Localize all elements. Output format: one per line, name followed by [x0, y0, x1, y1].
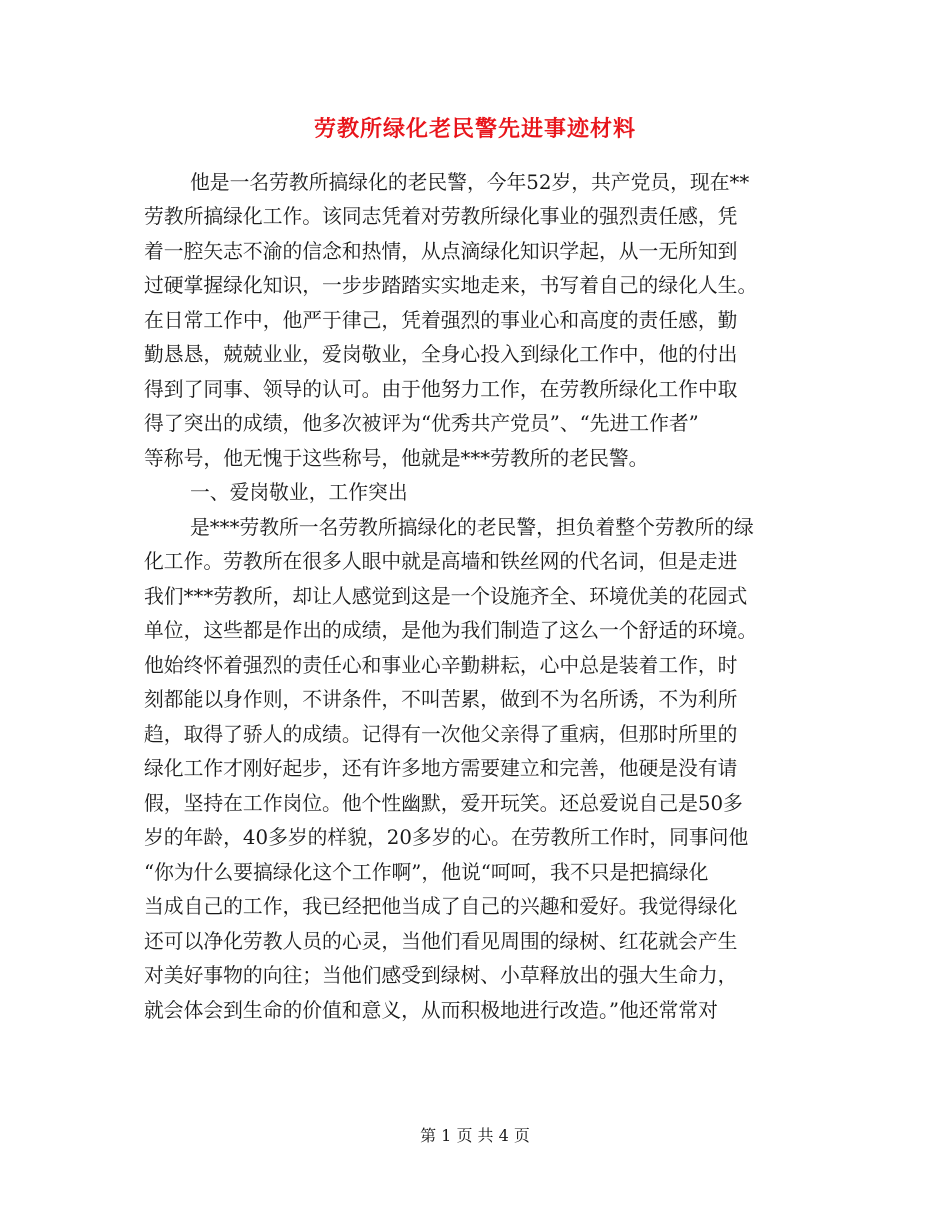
- paragraph-line: 刻都能以身作则，不讲条件，不叫苦累，做到不为名所诱，不为利所: [144, 688, 738, 711]
- page-footer: 第 1 页 共 4 页: [420, 1126, 530, 1145]
- paragraph-line: 着一腔矢志不渝的信念和热情，从点滴绿化知识学起，从一无所知到: [144, 240, 738, 263]
- paragraph-line: 还可以净化劳教人员的心灵，当他们看见周围的绿树、红花就会产生: [144, 930, 738, 953]
- paragraph-line: 得了突出的成绩，他多次被评为“优秀共产党员”、“先进工作者”: [144, 412, 699, 435]
- paragraph-line: 假，坚持在工作岗位。他个性幽默，爱开玩笑。还总爱说自己是50多: [144, 792, 743, 815]
- paragraph-line: 他始终怀着强烈的责任心和事业心辛勤耕耘，心中总是装着工作，时: [144, 654, 738, 677]
- section-heading: 一、爱岗敬业，工作突出: [190, 481, 408, 504]
- paragraph-line: 过硬掌握绿化知识，一步步踏踏实实地走来，书写着自己的绿化人生。: [144, 274, 758, 297]
- paragraph-line: 当成自己的工作，我已经把他当成了自己的兴趣和爱好。我觉得绿化: [144, 895, 738, 918]
- paragraph-line: 得到了同事、领导的认可。由于他努力工作，在劳教所绿化工作中取: [144, 378, 738, 401]
- paragraph-line: 他是一名劳教所搞绿化的老民警，今年52岁，共产党员，现在**: [190, 171, 750, 194]
- paragraph-line: “你为什么要搞绿化这个工作啊”，他说“呵呵，我不只是把搞绿化: [144, 861, 709, 884]
- paragraph-line: 对美好事物的向往；当他们感受到绿树、小草释放出的强大生命力，: [144, 964, 738, 987]
- paragraph-line: 是***劳教所一名劳教所搞绿化的老民警，担负着整个劳教所的绿: [190, 516, 754, 539]
- paragraph-line: 绿化工作才刚好起步，还有许多地方需要建立和完善，他硬是没有请: [144, 757, 738, 780]
- paragraph-line: 岁的年龄，40多岁的样貌，20多岁的心。在劳教所工作时，同事问他: [144, 826, 749, 849]
- paragraph-line: 在日常工作中，他严于律己，凭着强烈的事业心和高度的责任感，勤: [144, 309, 738, 332]
- paragraph-line: 等称号，他无愧于这些称号，他就是***劳教所的老民警。: [144, 447, 649, 470]
- document-title: 劳教所绿化老民警先进事迹材料: [313, 116, 636, 142]
- paragraph-line: 劳教所搞绿化工作。该同志凭着对劳教所绿化事业的强烈责任感，凭: [144, 205, 738, 228]
- paragraph-line: 就会体会到生命的价值和意义，从而积极地进行改造。”他还常常对: [144, 999, 718, 1022]
- paragraph-line: 我们***劳教所，却让人感觉到这是一个设施齐全、环境优美的花园式: [144, 585, 748, 608]
- paragraph-line: 勤恳恳，兢兢业业，爱岗敬业，全身心投入到绿化工作中，他的付出: [144, 343, 738, 366]
- paragraph-line: 单位，这些都是作出的成绩，是他为我们制造了这么一个舒适的环境。: [144, 619, 758, 642]
- paragraph-line: 化工作。劳教所在很多人眼中就是高墙和铁丝网的代名词，但是走进: [144, 550, 738, 573]
- paragraph-line: 趋，取得了骄人的成绩。记得有一次他父亲得了重病，但那时所里的: [144, 723, 738, 746]
